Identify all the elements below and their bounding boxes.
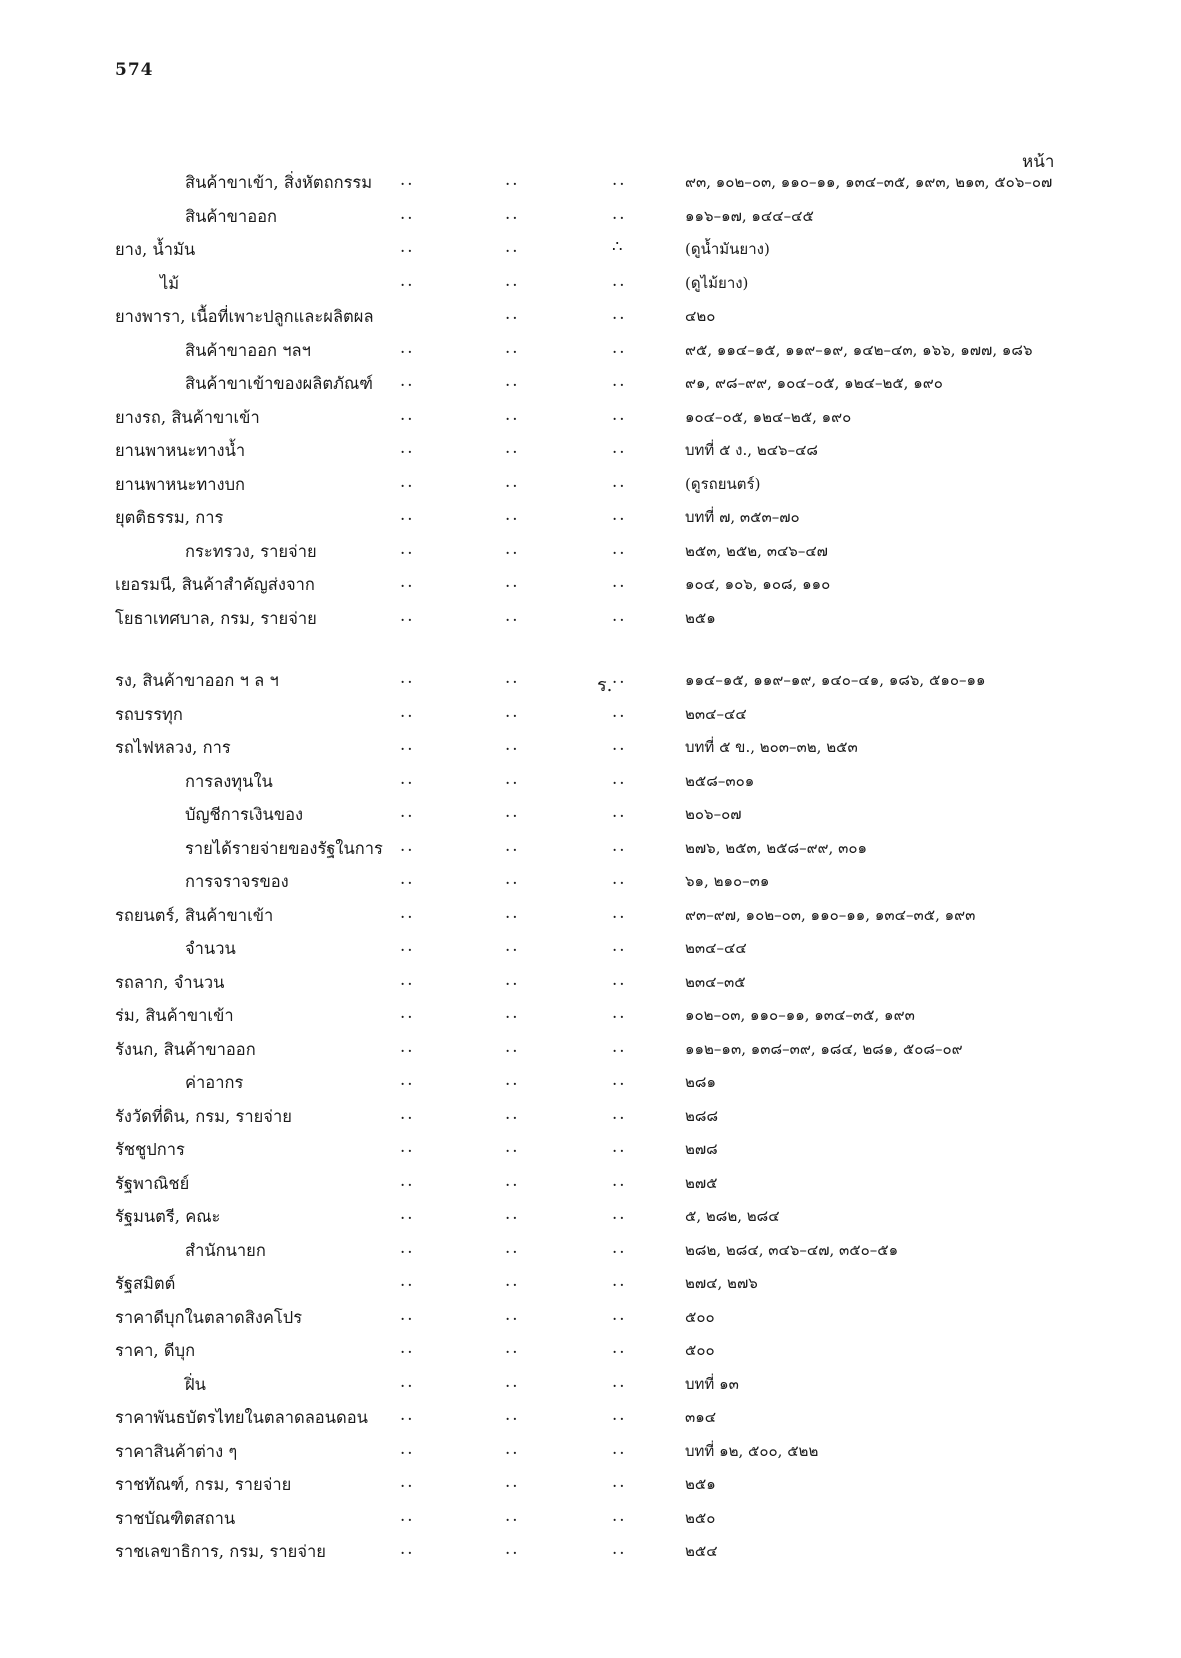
index-block-ro xyxy=(0,664,1181,1569)
index-term: บัญชีการเงินของ xyxy=(185,805,304,824)
page-references: ๒๗๖, ๒๕๓, ๒๕๘–๙๙, ๓๐๑ xyxy=(685,838,868,857)
leader-dots: .. xyxy=(612,1137,627,1156)
leader-dots: .. xyxy=(612,1237,627,1257)
index-term: ยาง, น้ำมัน xyxy=(115,240,196,259)
index-term: จำนวน xyxy=(185,939,236,958)
page-references: ๑๑๒–๑๓, ๑๓๘–๓๙, ๑๘๔, ๒๘๑, ๕๐๘–๐๙ xyxy=(685,1039,963,1058)
leader-dots: .. xyxy=(612,1271,627,1290)
page-references: ๒๗๔, ๒๗๖ xyxy=(685,1274,758,1292)
leader-dots: .. xyxy=(612,1505,627,1525)
leader-dots: .. xyxy=(400,404,415,424)
leader-dots: .. xyxy=(505,304,520,323)
index-term: สินค้าขาออก ฯลฯ xyxy=(185,340,311,360)
leader-dots: .. xyxy=(612,1539,627,1558)
leader-dots: .. xyxy=(505,1505,520,1525)
leader-dots: .. xyxy=(400,1170,415,1190)
page-references: (ดูน้ำมันยาง) xyxy=(685,240,770,258)
page-references: ๔๒๐ xyxy=(685,307,716,325)
index-entry xyxy=(0,1401,1181,1435)
index-entry xyxy=(0,267,1181,301)
page-references: ๒๕๑ xyxy=(685,1475,716,1493)
index-entry xyxy=(0,798,1181,832)
index-entry xyxy=(0,1334,1181,1368)
index-term: รังวัดที่ดิน, กรม, รายจ่าย xyxy=(115,1106,292,1126)
leader-dots: .. xyxy=(505,1103,520,1123)
leader-dots: .. xyxy=(612,802,627,821)
index-entry xyxy=(0,1368,1181,1402)
index-entry xyxy=(0,434,1181,468)
leader-dots: .. xyxy=(400,1137,415,1156)
leader-dots: .. xyxy=(612,605,627,625)
page-references: ๒๘๑ xyxy=(685,1073,716,1091)
leader-dots: .. xyxy=(400,668,415,687)
leader-dots: .. xyxy=(505,505,520,524)
page-references: บทที่ ๕ ง., ๒๔๖–๔๘ xyxy=(685,441,819,459)
leader-dots: .. xyxy=(400,936,415,955)
index-entry xyxy=(0,1502,1181,1536)
leader-dots: .. xyxy=(505,1003,520,1022)
index-term: รถยนตร์, สินค้าขาเข้า xyxy=(115,905,274,925)
index-entry xyxy=(0,367,1181,401)
index-entry xyxy=(0,401,1181,435)
leader-dots: .. xyxy=(400,701,415,721)
index-term: รถไฟหลวง, การ xyxy=(115,738,231,757)
leader-dots: .. xyxy=(612,1438,627,1458)
index-entry xyxy=(0,1301,1181,1335)
leader-dots: .. xyxy=(400,1304,415,1324)
page-number: 574 xyxy=(115,60,154,80)
leader-dots: .. xyxy=(400,1103,415,1123)
leader-dots: .. xyxy=(400,1003,415,1022)
leader-dots: .. xyxy=(505,969,520,989)
leader-dots: .. xyxy=(505,1170,520,1190)
leader-dots: .. xyxy=(612,1003,627,1022)
index-entry xyxy=(0,1234,1181,1268)
leader-dots: .. xyxy=(400,802,415,821)
leader-dots: .. xyxy=(505,902,520,922)
leader-dots: .. xyxy=(612,969,627,989)
leader-dots: .. xyxy=(612,1170,627,1190)
leader-dots: .. xyxy=(612,735,627,754)
leader-dots: .. xyxy=(505,237,520,256)
leader-dots: .. xyxy=(505,835,520,855)
leader-dots: .. xyxy=(400,969,415,989)
page-column-header: หน้า xyxy=(1022,152,1055,172)
leader-dots: .. xyxy=(505,701,520,721)
leader-dots: .. xyxy=(505,1137,520,1156)
index-term: เยอรมนี, สินค้าสำคัญส่งจาก xyxy=(115,575,315,594)
leader-dots: .. xyxy=(612,471,627,491)
leader-dots: .. xyxy=(400,572,415,591)
page-references: ๒๓๔–๔๔ xyxy=(685,939,747,957)
leader-dots: .. xyxy=(505,1405,520,1424)
index-term: รัชชูปการ xyxy=(115,1140,185,1159)
leader-dots: .. xyxy=(505,1472,520,1491)
leader-dots: ∴ xyxy=(612,237,625,256)
index-term: ค่าอากร xyxy=(185,1073,244,1092)
leader-dots: .. xyxy=(505,1237,520,1257)
index-term: ร่ม, สินค้าขาเข้า xyxy=(115,1006,234,1025)
index-term: ยานพาหนะทางบก xyxy=(115,474,246,494)
index-entry xyxy=(0,932,1181,966)
leader-dots: .. xyxy=(400,538,415,558)
leader-dots: .. xyxy=(612,1472,627,1491)
index-entry xyxy=(0,300,1181,334)
leader-dots: .. xyxy=(612,203,627,223)
page-references: ๙๕, ๑๑๔–๑๕, ๑๑๙–๑๙, ๑๔๒–๔๓, ๑๖๖, ๑๗๗, ๑๘๖ xyxy=(685,340,1033,359)
leader-dots: .. xyxy=(400,1204,415,1223)
leader-dots: .. xyxy=(400,270,415,290)
index-entry xyxy=(0,535,1181,569)
leader-dots: .. xyxy=(505,1371,520,1391)
index-term: ราชทัณฑ์, กรม, รายจ่าย xyxy=(115,1475,292,1494)
leader-dots: .. xyxy=(400,337,415,357)
page-references: บทที่ ๗, ๓๕๓–๗๐ xyxy=(685,508,800,526)
leader-dots: .. xyxy=(612,835,627,855)
leader-dots: .. xyxy=(505,572,520,591)
index-entry xyxy=(0,1535,1181,1569)
leader-dots: .. xyxy=(612,572,627,591)
leader-dots: .. xyxy=(505,1304,520,1324)
index-term: ยานพาหนะทางน้ำ xyxy=(115,441,246,460)
leader-dots: .. xyxy=(400,438,415,457)
page-references: ๕๐๐ xyxy=(685,1341,715,1359)
index-term: รถลาก, จำนวน xyxy=(115,972,225,992)
leader-dots: .. xyxy=(400,1405,415,1424)
leader-dots: .. xyxy=(400,471,415,491)
leader-dots: .. xyxy=(612,505,627,524)
leader-dots: .. xyxy=(505,170,520,189)
page-references: ๒๗๕ xyxy=(685,1173,718,1192)
leader-dots: .. xyxy=(612,768,627,788)
page-references: บทที่ ๑๒, ๕๐๐, ๕๒๒ xyxy=(685,1441,819,1460)
index-entry xyxy=(0,501,1181,535)
leader-dots: .. xyxy=(505,1271,520,1290)
leader-dots: .. xyxy=(612,936,627,955)
leader-dots: .. xyxy=(400,203,415,223)
index-term: รัฐสมิตต์ xyxy=(115,1274,176,1293)
index-term: ฝิ่น xyxy=(185,1374,206,1394)
index-term: สินค้าขาเข้า, สิ่งหัตถกรรม xyxy=(185,173,373,192)
page-references: ๒๓๔–๔๔ xyxy=(685,704,747,723)
leader-dots: .. xyxy=(612,1405,627,1424)
leader-dots: .. xyxy=(400,1505,415,1525)
page-references: ๒๕๑ xyxy=(685,608,716,627)
index-term: สำนักนายก xyxy=(185,1240,266,1260)
index-entry xyxy=(0,233,1181,267)
leader-dots: .. xyxy=(505,270,520,290)
page-references: ๖๑, ๒๑๐–๓๑ xyxy=(685,872,770,890)
index-entry xyxy=(0,1468,1181,1502)
leader-dots: .. xyxy=(505,735,520,754)
leader-dots: .. xyxy=(505,337,520,357)
leader-dots: .. xyxy=(612,1338,627,1357)
page-references: ๙๑, ๙๘–๙๙, ๑๐๔–๐๕, ๑๒๔–๒๕, ๑๙๐ xyxy=(685,374,943,392)
index-term: โยธาเทศบาล, กรม, รายจ่าย xyxy=(115,608,317,628)
index-term: สินค้าขาเข้าของผลิตภัณฑ์ xyxy=(185,374,374,393)
page-references: ๑๑๔–๑๕, ๑๑๙–๑๙, ๑๔๐–๔๑, ๑๘๖, ๕๑๐–๑๑ xyxy=(685,671,986,689)
leader-dots: .. xyxy=(612,304,627,323)
index-entry xyxy=(0,166,1181,200)
leader-dots: .. xyxy=(612,869,627,888)
leader-dots: .. xyxy=(612,1036,627,1056)
leader-dots: .. xyxy=(612,701,627,721)
index-entry xyxy=(0,1435,1181,1469)
leader-dots: .. xyxy=(612,1070,627,1089)
index-term: ราชเลขาธิการ, กรม, รายจ่าย xyxy=(115,1542,326,1561)
leader-dots: .. xyxy=(505,404,520,424)
leader-dots: .. xyxy=(400,237,415,256)
page-references: ๑๐๔, ๑๐๖, ๑๐๘, ๑๑๐ xyxy=(685,575,831,593)
index-entry xyxy=(0,1066,1181,1100)
leader-dots: .. xyxy=(400,835,415,855)
index-entry xyxy=(0,1133,1181,1167)
leader-dots: .. xyxy=(505,203,520,223)
leader-dots: .. xyxy=(505,538,520,558)
leader-dots: .. xyxy=(505,869,520,888)
page-references: ๑๐๒–๐๓, ๑๑๐–๑๑, ๑๓๔–๓๕, ๑๙๓ xyxy=(685,1006,915,1024)
leader-dots: .. xyxy=(400,1070,415,1089)
index-entry xyxy=(0,334,1181,368)
index-entry xyxy=(0,468,1181,502)
page-references: ๒๕๓, ๒๕๒, ๓๔๖–๔๗ xyxy=(685,541,828,560)
index-term: ราคา, ดีบุก xyxy=(115,1341,196,1360)
index-entry xyxy=(0,966,1181,1000)
leader-dots: .. xyxy=(400,1237,415,1257)
index-entry xyxy=(0,602,1181,636)
leader-dots: .. xyxy=(612,1204,627,1223)
page-references: (ดูรถยนตร์) xyxy=(685,474,761,493)
index-term: ยางรถ, สินค้าขาเข้า xyxy=(115,407,260,427)
leader-dots: .. xyxy=(612,270,627,290)
leader-dots: .. xyxy=(505,605,520,625)
index-entry xyxy=(0,200,1181,234)
leader-dots: .. xyxy=(505,936,520,955)
leader-dots: .. xyxy=(400,1371,415,1391)
leader-dots: .. xyxy=(400,1539,415,1558)
index-entry xyxy=(0,731,1181,765)
index-entry xyxy=(0,765,1181,799)
index-block-ya xyxy=(0,166,1181,635)
index-entry xyxy=(0,1100,1181,1134)
index-term: รัฐพาณิชย์ xyxy=(115,1173,190,1193)
leader-dots: .. xyxy=(505,1036,520,1056)
index-term: ยางพารา, เนื้อที่เพาะปลูกและผลิตผล xyxy=(115,307,374,326)
leader-dots: .. xyxy=(505,371,520,390)
page-references: ๒๕๔ xyxy=(685,1542,718,1560)
index-entry xyxy=(0,1167,1181,1201)
leader-dots: .. xyxy=(612,337,627,357)
index-entry xyxy=(0,664,1181,698)
page-references: ๙๓, ๑๐๒–๐๓, ๑๑๐–๑๑, ๑๓๔–๓๕, ๑๙๓, ๒๑๓, ๕๐๖–๐๗ xyxy=(685,173,1053,191)
leader-dots: .. xyxy=(400,1438,415,1458)
index-term: กระทรวง, รายจ่าย xyxy=(185,541,317,561)
leader-dots: .. xyxy=(400,371,415,390)
leader-dots: .. xyxy=(612,902,627,922)
leader-dots: .. xyxy=(400,768,415,788)
leader-dots: .. xyxy=(505,1539,520,1558)
leader-dots: .. xyxy=(400,1036,415,1056)
index-term: ราคาสินค้าต่าง ๆ xyxy=(115,1441,238,1461)
leader-dots: .. xyxy=(400,1271,415,1290)
index-term: รายได้รายจ่ายของรัฐในการ xyxy=(185,838,383,858)
index-entry xyxy=(0,1033,1181,1067)
page-references: ๒๘๒, ๒๘๔, ๓๔๖–๔๗, ๓๕๐–๕๑ xyxy=(685,1240,899,1259)
page-references: ๒๕๘–๓๐๑ xyxy=(685,771,755,790)
leader-dots: .. xyxy=(612,438,627,457)
page-references: ๒๕๐ xyxy=(685,1508,716,1527)
page-references: บทที่ ๑๓ xyxy=(685,1374,739,1393)
leader-dots: .. xyxy=(505,471,520,491)
leader-dots: .. xyxy=(505,768,520,788)
leader-dots: .. xyxy=(400,505,415,524)
index-entry xyxy=(0,832,1181,866)
index-term: รังนก, สินค้าขาออก xyxy=(115,1039,256,1059)
index-entry xyxy=(0,698,1181,732)
index-term: ราคาพันธบัตรไทยในตลาดลอนดอน xyxy=(115,1408,368,1427)
leader-dots: .. xyxy=(400,605,415,625)
index-entry xyxy=(0,1267,1181,1301)
page-references: บทที่ ๕ ข., ๒๐๓–๓๒, ๒๕๓ xyxy=(685,738,858,756)
index-term: ราชบัณฑิตสถาน xyxy=(115,1508,236,1528)
index-entry xyxy=(0,865,1181,899)
page-references: ๒๗๘ xyxy=(685,1140,718,1158)
index-entry xyxy=(0,1200,1181,1234)
leader-dots: .. xyxy=(612,404,627,424)
leader-dots: .. xyxy=(400,735,415,754)
page-references: ๙๓–๙๗, ๑๐๒–๐๓, ๑๑๐–๑๑, ๑๓๔–๓๕, ๑๙๓ xyxy=(685,905,976,924)
index-term: รง, สินค้าขาออก ฯ ล ฯ xyxy=(115,671,279,690)
leader-dots: .. xyxy=(612,170,627,189)
index-term: ไม้ xyxy=(160,273,180,293)
leader-dots: .. xyxy=(612,668,627,687)
leader-dots: .. xyxy=(505,1438,520,1458)
index-entry xyxy=(0,999,1181,1033)
index-term: การจราจรของ xyxy=(185,872,289,891)
leader-dots: .. xyxy=(505,438,520,457)
leader-dots: .. xyxy=(505,668,520,687)
section-letter: ร. xyxy=(597,675,613,696)
leader-dots: .. xyxy=(505,802,520,821)
leader-dots: .. xyxy=(505,1070,520,1089)
leader-dots: .. xyxy=(400,1472,415,1491)
page-references: ๒๘๘ xyxy=(685,1106,719,1125)
page-references: (ดูไม้ยาง) xyxy=(685,273,749,292)
page-references: ๕๐๐ xyxy=(685,1307,715,1326)
page-references: ๑๐๔–๐๕, ๑๒๔–๒๕, ๑๙๐ xyxy=(685,407,852,426)
page-references: ๕, ๒๘๒, ๒๘๔ xyxy=(685,1207,780,1225)
index-term: รถบรรทุก xyxy=(115,704,183,724)
index-term: สินค้าขาออก xyxy=(185,206,278,226)
index-term: ราคาดีบุกในตลาดสิงคโปร xyxy=(115,1307,303,1327)
index-entry xyxy=(0,568,1181,602)
leader-dots: .. xyxy=(400,1338,415,1357)
leader-dots: .. xyxy=(612,1371,627,1391)
page-references: ๓๑๔ xyxy=(685,1408,717,1426)
leader-dots: .. xyxy=(612,1103,627,1123)
leader-dots: .. xyxy=(400,170,415,189)
leader-dots: .. xyxy=(612,1304,627,1324)
leader-dots: .. xyxy=(400,869,415,888)
leader-dots: .. xyxy=(612,371,627,390)
page-references: ๒๐๖–๐๗ xyxy=(685,805,742,823)
index-entry xyxy=(0,899,1181,933)
page-references: ๒๓๔–๓๕ xyxy=(685,972,746,991)
leader-dots: .. xyxy=(612,538,627,558)
leader-dots: .. xyxy=(505,1204,520,1223)
index-term: รัฐมนตรี, คณะ xyxy=(115,1207,221,1226)
index-term: ยุตติธรรม, การ xyxy=(115,508,224,527)
page-references: ๑๑๖–๑๗, ๑๔๔–๔๕ xyxy=(685,206,814,225)
index-term: การลงทุนใน xyxy=(185,771,273,791)
leader-dots: .. xyxy=(505,1338,520,1357)
leader-dots: .. xyxy=(400,902,415,922)
